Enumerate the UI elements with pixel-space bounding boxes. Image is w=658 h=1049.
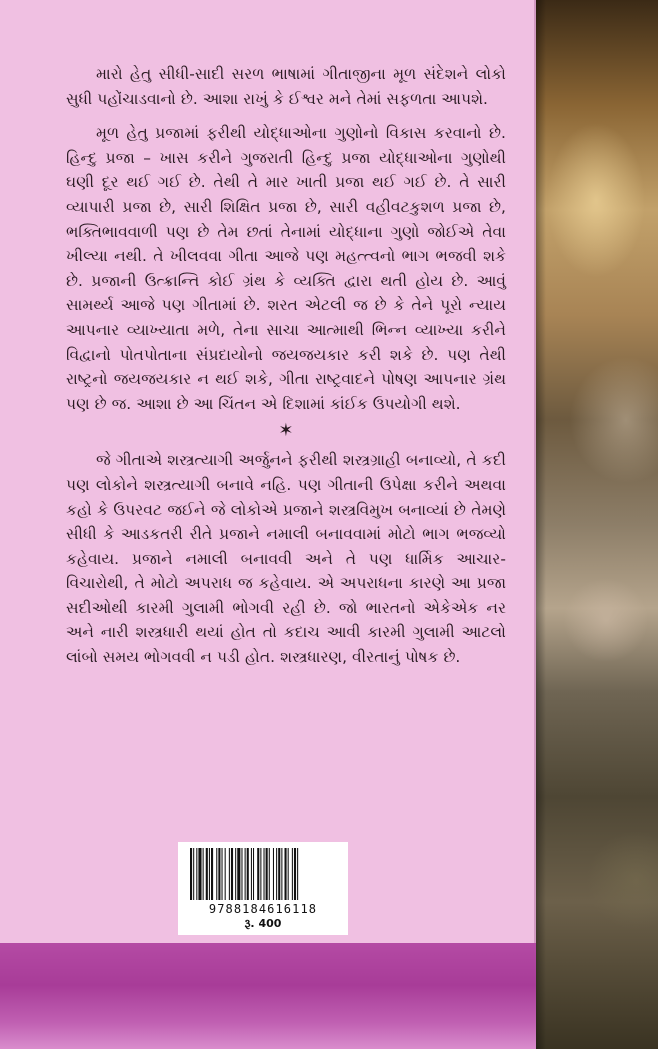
paragraph-3: જે ગીતાએ શસ્ત્રત્યાગી અર્જુનને ફરીથી શસ્ત્રગ્રાહી બનાવ્યો, તે કદી પણ લોકોને શસ્ત્રત્યાગી બનાવે નહિ. પણ ગીતાની ઉપેક્ષા કરીને અથવા કહો કે ઉપરવટ જઈને જે લોકોએ પ્રજાને શસ્ત્રવિમુખ બનાવ્યાં છે તેમણે સીધી કે આડકતરી રીતે પ્રજાને નમાલી બનાવવામાં મોટો ભાગ ભજવ્યો કહેવાય. પ્રજાને નમાલી બનાવવી અને તે પણ ધાર્મિક આચાર-વિચારોથી, તે મોટો અપરાધ જ કહેવાય. એ અપરાધના કારણે આ પ્રજા સદીઓથી કારમી ગુલામી ભોગવી રહી છે. જો ભારતનો એકેએક નર અને નારી શસ્ત્રધારી થયાં હોત તો કદાચ આવી કારમી ગુલામી આટલો લાંબો સમય ભોગવવી ન પડી હોત. શસ્ત્રધારણ, વીરતાનું પોષક છે.: [66, 451, 506, 667]
barcode-bar: [273, 848, 274, 900]
barcode-bar: [245, 848, 246, 900]
cover-painting-strip: [536, 0, 658, 1049]
barcode-bar: [251, 848, 252, 900]
back-cover-text: [66, 62, 506, 670]
bottom-color-band: [0, 943, 536, 1049]
paragraph-1: મારો હેતુ સીધી-સાદી સરળ ભાષામાં ગીતાજીના મૂળ સંદેશને લોકો સુધી પહોંચાડવાનો છે. આશા રાખું કે ઈશ્વર મને તેમાં સફળતા આપશે.: [66, 65, 506, 108]
barcode-bar: [264, 848, 265, 900]
barcode-bar: [294, 848, 296, 900]
star-divider: ✶: [278, 420, 294, 442]
barcode-bar: [222, 848, 223, 900]
barcode-bar: [216, 848, 217, 900]
barcode-bar: [229, 848, 230, 900]
barcode-bar: [206, 848, 208, 900]
barcode-bar: [235, 848, 236, 900]
barcode-bar: [225, 848, 226, 900]
barcode-bar: [288, 848, 289, 900]
barcode-bar: [218, 848, 220, 900]
barcode-bar: [260, 848, 261, 900]
barcode-bar: [276, 848, 277, 900]
barcode-bar: [211, 848, 213, 900]
barcode-bar: [203, 848, 204, 900]
barcode-bar: [269, 848, 270, 900]
barcode-bar: [285, 848, 287, 900]
barcode-bar: [198, 848, 201, 900]
barcode-bar: [297, 848, 298, 900]
barcode-bar: [257, 848, 259, 900]
barcode-bar: [196, 848, 197, 900]
barcode-bar: [292, 848, 293, 900]
barcode-bars: [190, 848, 336, 900]
barcode-label: [178, 842, 348, 935]
barcode-bar: [281, 848, 282, 900]
isbn-number: 9788184616118: [208, 902, 318, 916]
barcode-bar: [209, 848, 210, 900]
barcode-bar: [278, 848, 280, 900]
barcode-bar: [237, 848, 240, 900]
barcode-bar: [253, 848, 254, 900]
barcode-bar: [266, 848, 268, 900]
price-label: રૂ. 400: [244, 917, 282, 930]
barcode-bar: [193, 848, 194, 900]
barcode-bar: [231, 848, 233, 900]
barcode-bar: [190, 848, 192, 900]
barcode-bar: [241, 848, 242, 900]
barcode-bar: [247, 848, 249, 900]
spine-shadow: [536, 0, 546, 1049]
paragraph-2: મૂળ હેતુ પ્રજામાં ફરીથી યોદ્ધાઓના ગુણોનો વિકાસ કરવાનો છે. હિન્દુ પ્રજા – ખાસ કરીને ગુજરાતી હિન્દુ પ્રજા યોદ્ધાઓના ગુણોથી ઘણી દૂર થઈ ગઈ છે. તેથી તે માર ખાતી પ્રજા થઈ ગઈ છે. તે સારી વ્યાપારી પ્રજા છે, સારી શિક્ષિત પ્રજા છે, સારી વહીવટકુશળ પ્રજા છે, ભક્તિભાવવાળી પણ છે તેમ છતાં તેનામાં યોદ્ધાના ગુણો જોઈએ તેવા ખીલ્યા નથી. તે ખીલવવા ગીતા આજે પણ મહત્ત્વનો ભાગ ભજવી શકે છે. પ્રજાની ઉત્ક્રાન્તિ કોઈ ગ્રંથ કે વ્યક્તિ દ્વારા થતી હોય છે. આવું સામર્થ્ય આજે પણ ગીતામાં છે. શરત એટલી જ છે કે તેને પૂરો ન્યાય આપનાર વ્યાખ્યાતા મળે, તેના સાચા આત્માથી ભિન્ન વ્યાખ્યા કરીને વિદ્વાનો પોતપોતાના સંપ્રદાયોનો જયજયકાર કરી શકે છે. પણ તેથી રાષ્ટ્રનો જયજયકાર ન થઈ શકે, ગીતા રાષ્ટ્રવાદને પોષણ આપનાર ગ્રંથ પણ છે જ. આશા છે આ ચિંતન એ દિશામાં કાંઈક ઉપયોગી થશે.: [66, 124, 506, 413]
